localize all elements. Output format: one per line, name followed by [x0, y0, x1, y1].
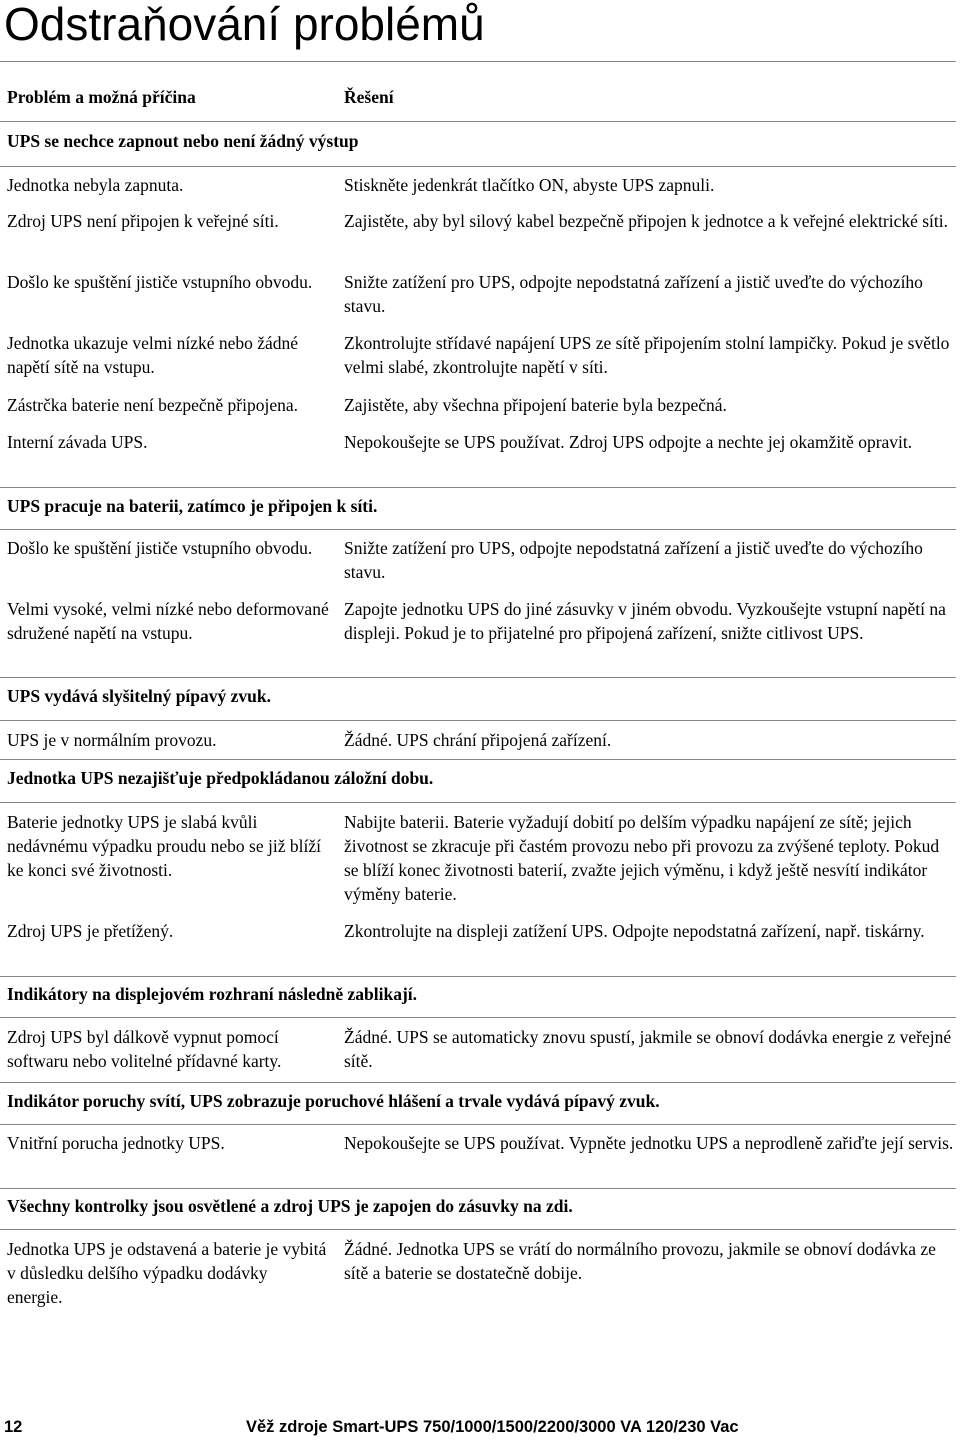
header-problem: Problém a možná příčina	[7, 87, 196, 107]
rule	[0, 121, 956, 122]
rule	[0, 487, 956, 488]
footer-title: Věž zdroje Smart-UPS 750/1000/1500/2200/3000 VA 120/230 Vac	[246, 1418, 739, 1436]
rule	[0, 166, 956, 167]
header-solution: Řešení	[344, 87, 394, 107]
rule	[0, 529, 956, 530]
problem-cell: Baterie jednotky UPS je slabá kvůli nedávnému výpadku proudu nebo se již blíží ke konci své životnosti.	[7, 812, 321, 880]
rule	[0, 61, 956, 62]
rule	[0, 1229, 956, 1230]
problem-cell: Zdroj UPS je přetížený.	[7, 921, 174, 941]
rule	[0, 976, 956, 977]
solution-cell: Zapojte jednotku UPS do jiné zásuvky v jiném obvodu. Vyzkoušejte vstupní napětí na displeji. Pokud je to přijatelné pro připojená zařízení, snižte citlivost UPS.	[344, 599, 946, 643]
rule	[0, 1082, 956, 1083]
solution-cell: Snižte zatížení pro UPS, odpojte nepodstatná zařízení a jistič uveďte do výchozího stavu.	[344, 272, 923, 316]
rule	[0, 720, 956, 721]
solution-cell: Žádné. UPS chrání připojená zařízení.	[344, 730, 612, 750]
solution-cell: Stiskněte jedenkrát tlačítko ON, abyste UPS zapnuli.	[344, 175, 715, 195]
problem-cell: Jednotka UPS je odstavená a baterie je vybitá v důsledku delšího výpadku dodávky energie.	[7, 1239, 327, 1307]
section-title: UPS pracuje na baterii, zatímco je připojen k síti.	[7, 496, 378, 516]
section-title: Jednotka UPS nezajišťuje předpokládanou záložní dobu.	[7, 768, 434, 788]
page-title: Odstraňování problémů	[4, 0, 485, 50]
solution-cell: Snižte zatížení pro UPS, odpojte nepodstatná zařízení a jistič uveďte do výchozího stavu.	[344, 538, 923, 582]
problem-cell: Došlo ke spuštění jističe vstupního obvodu.	[7, 538, 313, 558]
section-title: Indikátor poruchy svítí, UPS zobrazuje poruchové hlášení a trvale vydává pípavý zvuk.	[7, 1091, 660, 1111]
solution-cell: Zkontrolujte na displeji zatížení UPS. Odpojte nepodstatná zařízení, např. tiskárny.	[344, 921, 925, 941]
section-title: UPS se nechce zapnout nebo není žádný výstup	[7, 131, 359, 151]
solution-cell: Zajistěte, aby byl silový kabel bezpečně připojen k jednotce a k veřejné elektrické síti.	[344, 211, 949, 231]
section-title: UPS vydává slyšitelný pípavý zvuk.	[7, 686, 272, 706]
rule	[0, 802, 956, 803]
rule	[0, 1124, 956, 1125]
solution-cell: Nabijte baterii. Baterie vyžadují dobití po delším výpadku napájení ze sítě; jejich životnost se zkracuje při častém provozu nebo při provozu za zvýšené teploty. Pokud se blíží konec životnosti baterií, zvažte jejich výměnu, i když ještě nesvítí indikátor výměny baterie.	[344, 812, 940, 904]
solution-cell: Zkontrolujte střídavé napájení UPS ze sítě připojením stolní lampičky. Pokud je světlo velmi slabé, zkontrolujte napětí v síti.	[344, 333, 950, 377]
section-title: Indikátory na displejovém rozhraní následně zablikají.	[7, 984, 418, 1004]
problem-cell: Došlo ke spuštění jističe vstupního obvodu.	[7, 272, 313, 292]
page-number: 12	[4, 1418, 23, 1436]
problem-cell: Jednotka nebyla zapnuta.	[7, 175, 184, 195]
solution-cell: Nepokoušejte se UPS používat. Vypněte jednotku UPS a neprodleně zařiďte její servis.	[344, 1133, 954, 1153]
rule	[0, 759, 956, 760]
problem-cell: Velmi vysoké, velmi nízké nebo deformované sdružené napětí na vstupu.	[7, 599, 329, 643]
rule	[0, 1017, 956, 1018]
solution-cell: Zajistěte, aby všechna připojení baterie byla bezpečná.	[344, 395, 727, 415]
problem-cell: Zdroj UPS byl dálkově vypnut pomocí softwaru nebo volitelné přídavné karty.	[7, 1027, 282, 1071]
problem-cell: Jednotka ukazuje velmi nízké nebo žádné napětí sítě na vstupu.	[7, 333, 299, 377]
solution-cell: Žádné. Jednotka UPS se vrátí do normálního provozu, jakmile se obnoví dodávka ze sítě a baterie se dostatečně dobije.	[344, 1239, 936, 1283]
problem-cell: UPS je v normálním provozu.	[7, 730, 217, 750]
solution-cell: Nepokoušejte se UPS používat. Zdroj UPS odpojte a nechte jej okamžitě opravit.	[344, 432, 913, 452]
rule	[0, 1188, 956, 1189]
problem-cell: Interní závada UPS.	[7, 432, 148, 452]
section-title: Všechny kontrolky jsou osvětlené a zdroj UPS je zapojen do zásuvky na zdi.	[7, 1196, 573, 1216]
problem-cell: Zdroj UPS není připojen k veřejné síti.	[7, 211, 279, 231]
problem-cell: Zástrčka baterie není bezpečně připojena.	[7, 395, 299, 415]
rule	[0, 677, 956, 678]
solution-cell: Žádné. UPS se automaticky znovu spustí, jakmile se obnoví dodávka energie z veřejné sítě.	[344, 1027, 952, 1071]
problem-cell: Vnitřní porucha jednotky UPS.	[7, 1133, 225, 1153]
